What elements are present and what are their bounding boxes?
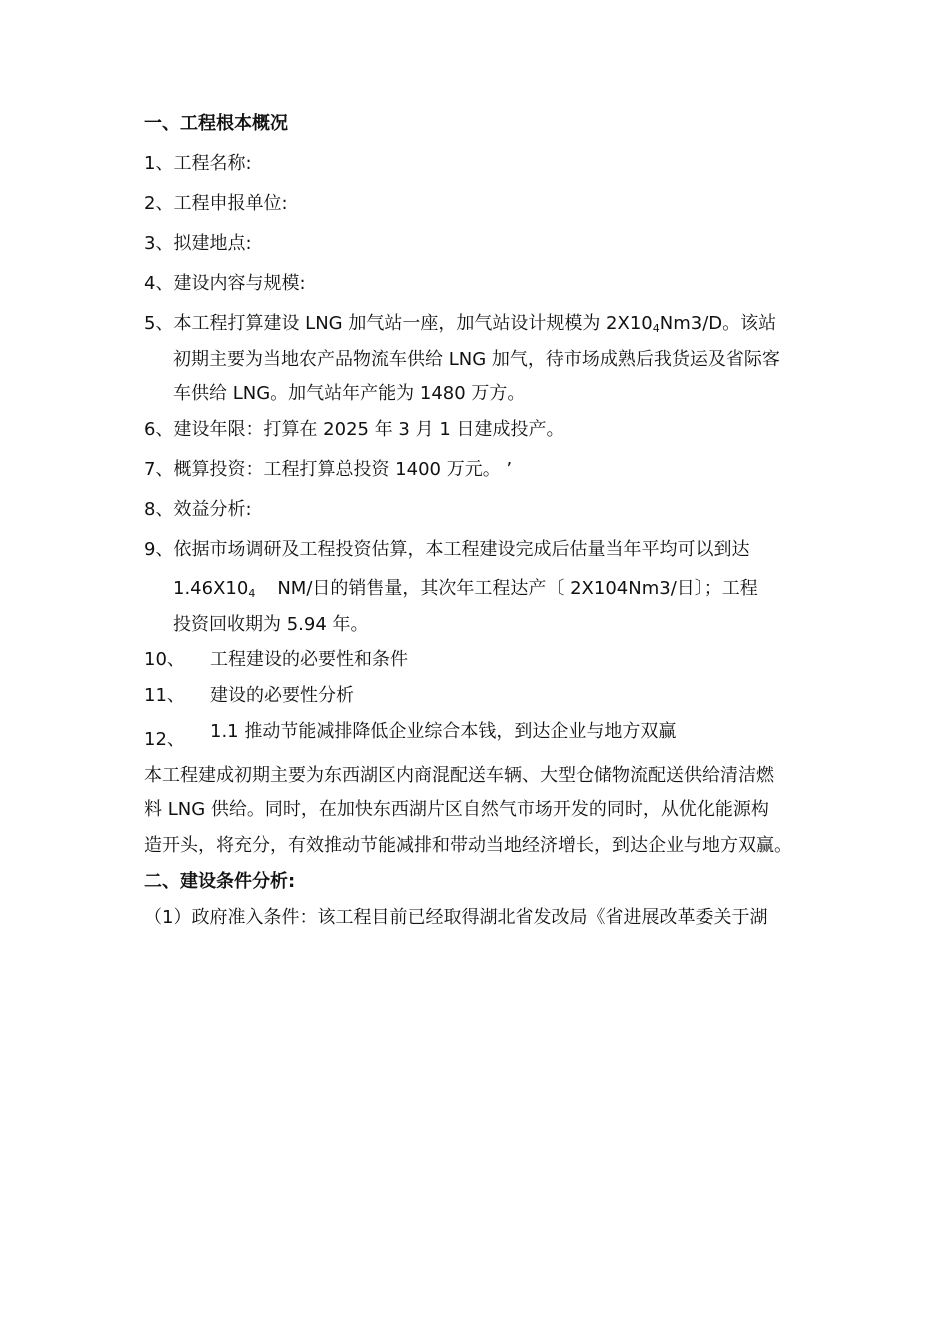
item-number: 6、	[144, 419, 174, 440]
list-item-investment	[144, 458, 512, 482]
item-number: 1、	[144, 153, 174, 174]
list-item-location	[144, 232, 252, 256]
item-text: 建设内容与规模:	[173, 273, 306, 294]
body-paragraph-line: 本工程建成初期主要为东西湖区内商混配送车辆、大型仓储物流配送供给清洁燃	[144, 765, 774, 786]
item-text: 本工程打算建设 LNG 加气站一座，加气站设计规模为 2X10	[173, 313, 653, 334]
list-item-continuation: 初期主要为当地农产品物流车供给 LNG 加气，待市场成熟后我货运及省际客	[173, 349, 780, 370]
section-heading-overview: 一、工程根本概况	[144, 113, 288, 134]
item-text: 建设的必要性分析	[210, 685, 354, 706]
section-heading-conditions: 二、建设条件分析:	[144, 871, 296, 892]
subscript: 4	[248, 587, 256, 600]
body-paragraph-line: 造开头，将充分，有效推动节能减排和带动当地经济增长，到达企业与地方双赢。	[144, 835, 792, 856]
list-item-energy-saving	[144, 720, 677, 750]
list-item-benefit	[144, 498, 252, 522]
item-text: 工程名称:	[173, 153, 252, 174]
list-item-market-analysis	[144, 538, 749, 562]
item-number: 3、	[144, 233, 174, 254]
item-text: 工程建设的必要性和条件	[210, 649, 408, 670]
item-number: 4、	[144, 273, 174, 294]
list-item-project-name	[144, 152, 252, 176]
subscript: 4	[652, 322, 660, 335]
item-number: 9、	[144, 539, 174, 560]
item-text: 概算投资：工程打算总投资 1400 万元。 ’	[173, 459, 513, 480]
list-item-continuation	[173, 577, 758, 606]
item-text: 工程申报单位:	[173, 193, 288, 214]
list-item-schedule	[144, 418, 565, 442]
item-text: 建设年限：打算在 2025 年 3 月 1 日建成投产。	[173, 419, 565, 440]
list-item-continuation: 车供给 LNG。加气站年产能为 1480 万方。	[173, 383, 526, 404]
item-text: 拟建地点:	[173, 233, 252, 254]
item-text: 效益分析:	[173, 499, 252, 520]
list-item-applicant	[144, 192, 288, 216]
list-item-construction-plan	[144, 312, 776, 341]
item-number: 11、	[144, 685, 185, 706]
item-number: 2、	[144, 193, 174, 214]
item-number: 8、	[144, 499, 174, 520]
item-number: 7、	[144, 459, 174, 480]
item-text: 依据市场调研及工程投资估算，本工程建设完成后估量当年平均可以到达	[173, 539, 750, 560]
body-paragraph-line: 料 LNG 供给。同时，在加快东西湖片区自然气市场开发的同时，从优化能源构	[144, 799, 769, 820]
item-number: 12、	[144, 729, 185, 750]
item-text: 1.1 推动节能减排降低企业综合本钱，到达企业与地方双赢	[210, 721, 677, 742]
item-number: 10、	[144, 649, 185, 670]
list-item-necessity	[144, 648, 408, 672]
list-item-necessity-analysis	[144, 684, 354, 708]
item-text: Nm3/D。该站	[659, 313, 777, 334]
condition-item-government: （1）政府准入条件：该工程目前已经取得湖北省发改局《省进展改革委关于湖	[144, 907, 768, 928]
item-number: 5、	[144, 313, 174, 334]
item-text: NM/日的销售量，其次年工程达产〔 2X104Nm3/日〕；工程	[277, 578, 758, 599]
list-item-continuation: 投资回收期为 5.94 年。	[173, 614, 369, 635]
list-item-scope	[144, 272, 306, 296]
item-text: 1.46X10	[173, 578, 249, 599]
